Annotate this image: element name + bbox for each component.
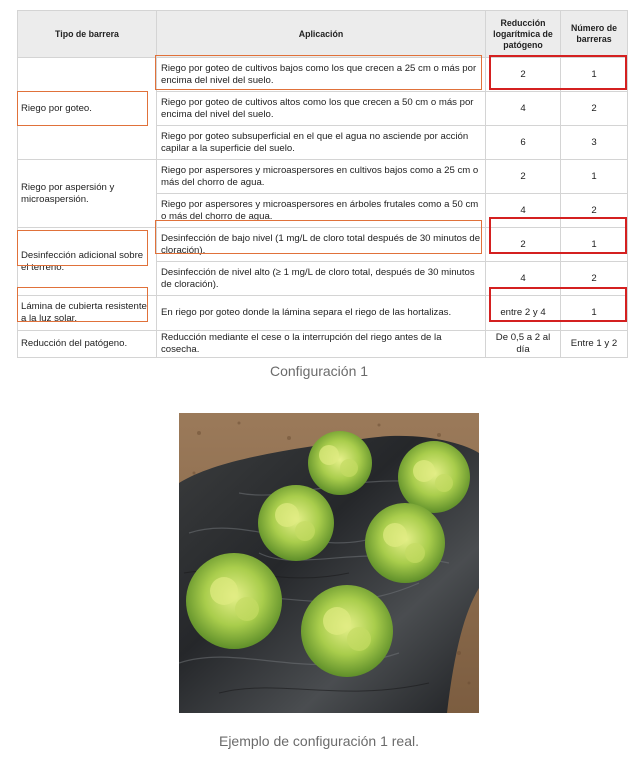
barrier-cell: Lámina de cubierta resistente a la luz solar. — [18, 296, 157, 331]
log-reduction-cell: 2 — [486, 58, 561, 92]
header-barrier-type: Tipo de barrera — [18, 11, 157, 58]
table-row — [18, 228, 628, 262]
application-cell: Desinfección de bajo nivel (1 mg/L de cloro total después de 30 minutos de cloración). — [157, 228, 486, 262]
num-barriers-cell: 1 — [561, 228, 628, 262]
barrier-cell: Desinfección adicional sobre el terreno. — [18, 228, 157, 296]
application-cell: Desinfección de nivel alto (≥ 1 mg/L de cloro total, después de 30 minutos de cloración). — [157, 262, 486, 296]
table-row — [18, 58, 628, 92]
lettuce-head — [301, 585, 393, 677]
table-caption: Configuración 1 — [269, 363, 369, 379]
log-reduction-cell: 6 — [486, 126, 561, 160]
lettuce-head — [365, 503, 445, 583]
lettuce-head — [308, 431, 372, 495]
header-num-barriers: Número de barreras — [561, 11, 628, 58]
num-barriers-cell: 3 — [561, 126, 628, 160]
barrier-cell: Riego por goteo. — [18, 58, 157, 160]
num-barriers-cell: 2 — [561, 262, 628, 296]
header-log-reduction: Reducción logarítmica de patógeno — [486, 11, 561, 58]
log-reduction-cell: 2 — [486, 160, 561, 194]
barrier-table-container — [17, 10, 627, 358]
application-cell: En riego por goteo donde la lámina separa el riego de las hortalizas. — [157, 296, 486, 331]
num-barriers-cell: Entre 1 y 2 — [561, 331, 628, 358]
num-barriers-cell: 2 — [561, 92, 628, 126]
barrier-table — [17, 10, 628, 358]
log-reduction-cell: 4 — [486, 194, 561, 228]
num-barriers-cell: 2 — [561, 194, 628, 228]
barrier-cell: Reducción del patógeno. — [18, 331, 157, 358]
table-header-row — [18, 11, 628, 58]
application-cell: Riego por goteo de cultivos bajos como los que crecen a 25 cm o más por encima del nivel del suelo. — [157, 58, 486, 92]
log-reduction-cell: 2 — [486, 228, 561, 262]
lettuce-mulch-photo — [179, 413, 479, 713]
table-row — [18, 331, 628, 358]
lettuce-head — [186, 553, 282, 649]
num-barriers-cell: 1 — [561, 58, 628, 92]
application-cell: Reducción mediante el cese o la interrupción del riego antes de la cosecha. — [157, 331, 486, 358]
lettuce-head — [258, 485, 334, 561]
log-reduction-cell: 4 — [486, 262, 561, 296]
log-reduction-cell: entre 2 y 4 — [486, 296, 561, 331]
num-barriers-cell: 1 — [561, 296, 628, 331]
application-cell: Riego por goteo subsuperficial en el que el agua no asciende por acción capilar a la superficie del suelo. — [157, 126, 486, 160]
barrier-cell: Riego por aspersión y microaspersión. — [18, 160, 157, 228]
log-reduction-cell: 4 — [486, 92, 561, 126]
lettuce-head — [398, 441, 470, 513]
table-row — [18, 296, 628, 331]
log-reduction-cell: De 0,5 a 2 al día — [486, 331, 561, 358]
application-cell: Riego por aspersores y microaspersores en árboles frutales como a 50 cm o más del chorro de agua. — [157, 194, 486, 228]
header-application: Aplicación — [157, 11, 486, 58]
application-cell: Riego por goteo de cultivos altos como los que crecen a 50 cm o más por encima del nivel del suelo. — [157, 92, 486, 126]
table-row — [18, 160, 628, 194]
num-barriers-cell: 1 — [561, 160, 628, 194]
photo-caption: Ejemplo de configuración 1 real. — [218, 733, 419, 749]
application-cell: Riego por aspersores y microaspersores en cultivos bajos como a 25 cm o más del chorro de agua. — [157, 160, 486, 194]
